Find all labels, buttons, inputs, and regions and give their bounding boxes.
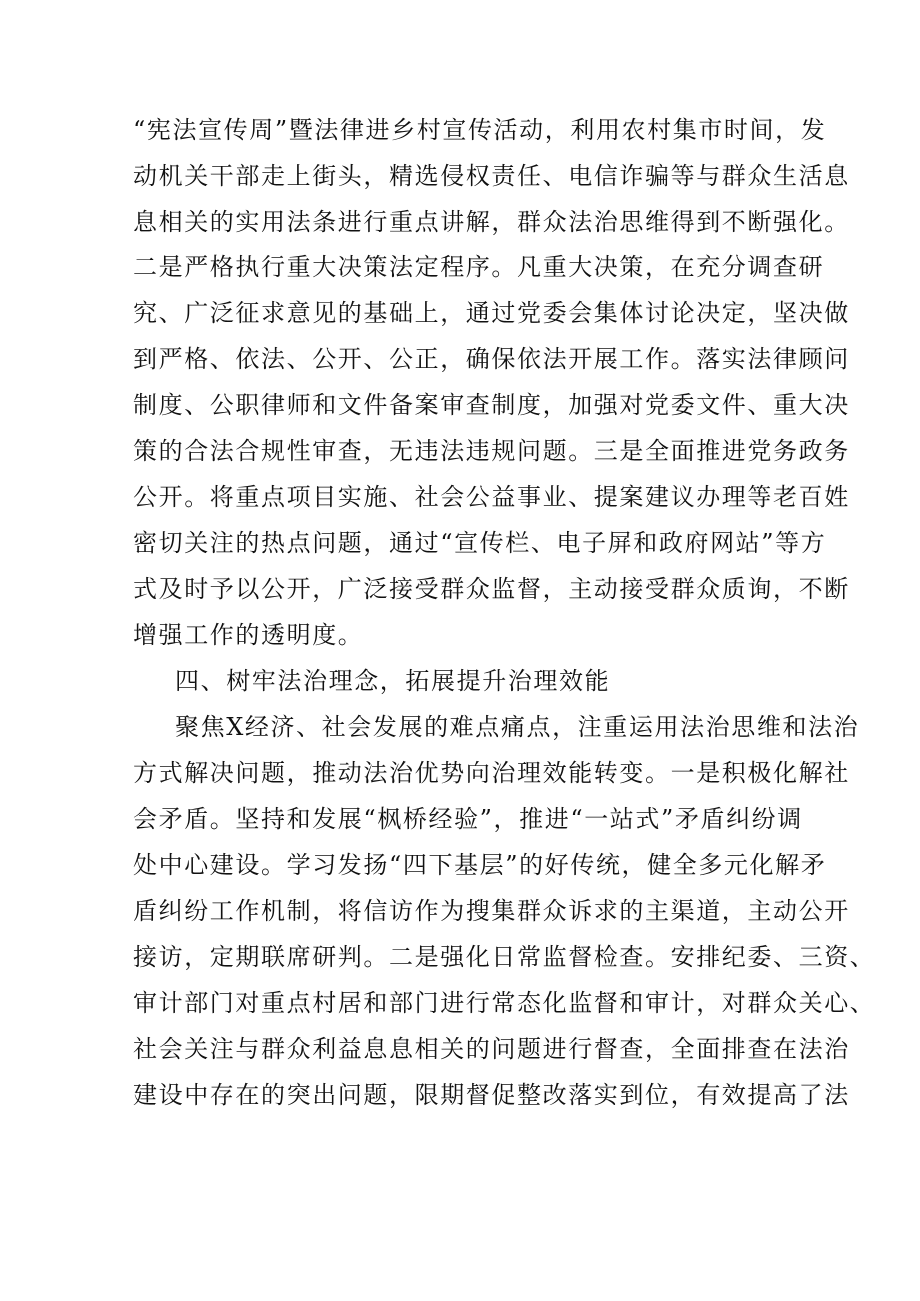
text-line: 制度、公职律师和文件备案审查制度，加强对党委文件、重大决 xyxy=(133,391,850,419)
text-line: 动机关干部走上街头，精选侵权责任、电信诈骗等与群众生活息 xyxy=(133,162,850,190)
text-line: 二是严格执行重大决策法定程序。凡重大决策，在充分调查研 xyxy=(133,253,825,281)
text-line: 究、广泛征求意见的基础上，通过党委会集体讨论决定，坚决做 xyxy=(133,299,850,327)
text-line: 到严格、依法、公开、公正，确保依法开展工作。落实法律顾问 xyxy=(133,345,850,373)
text-line: 会矛盾。坚持和发展“枫桥经验”，推进“一站式”矛盾纠纷调 xyxy=(133,805,803,833)
text-line: 式及时予以公开，广泛接受群众监督，主动接受群众质询，不断 xyxy=(133,575,850,603)
section-heading: 四、树牢法治理念，拓展提升治理效能 xyxy=(175,667,611,695)
text-line: 息相关的实用法条进行重点讲解，群众法治思维得到不断强化。 xyxy=(133,208,850,236)
text-line: 建设中存在的突出问题，限期督促整改落实到位，有效提高了法 xyxy=(133,1081,850,1109)
text-line: 方式解决问题，推动法治优势向治理效能转变。一是积极化解社 xyxy=(133,759,850,787)
text-line: 处中心建设。学习发扬“四下基层”的好传统，健全多元化解矛 xyxy=(133,851,827,879)
text-line: 聚焦X经济、社会发展的难点痛点，注重运用法治思维和法治 xyxy=(175,713,860,741)
text-line: 公开。将重点项目实施、社会公益事业、提案建议办理等老百姓 xyxy=(133,483,850,511)
text-line: 社会关注与群众利益息息相关的问题进行督查，全面排查在法治 xyxy=(133,1035,850,1063)
text-line: 接访，定期联席研判。二是强化日常监督检查。安排纪委、三资、 xyxy=(133,943,876,971)
text-line: 策的合法合规性审查，无违法违规问题。三是全面推进党务政务 xyxy=(133,437,850,465)
text-line: 增强工作的透明度。 xyxy=(133,621,364,649)
text-line: “宪法宣传周”暨法律进乡村宣传活动，利用农村集市时间，发 xyxy=(133,116,827,144)
text-line: 密切关注的热点问题，通过“宣传栏、电子屏和政府网站”等方 xyxy=(133,529,827,557)
text-line: 审计部门对重点村居和部门进行常态化监督和审计，对群众关心、 xyxy=(133,989,876,1017)
text-line: 盾纠纷工作机制，将信访作为搜集群众诉求的主渠道，主动公开 xyxy=(133,897,850,925)
